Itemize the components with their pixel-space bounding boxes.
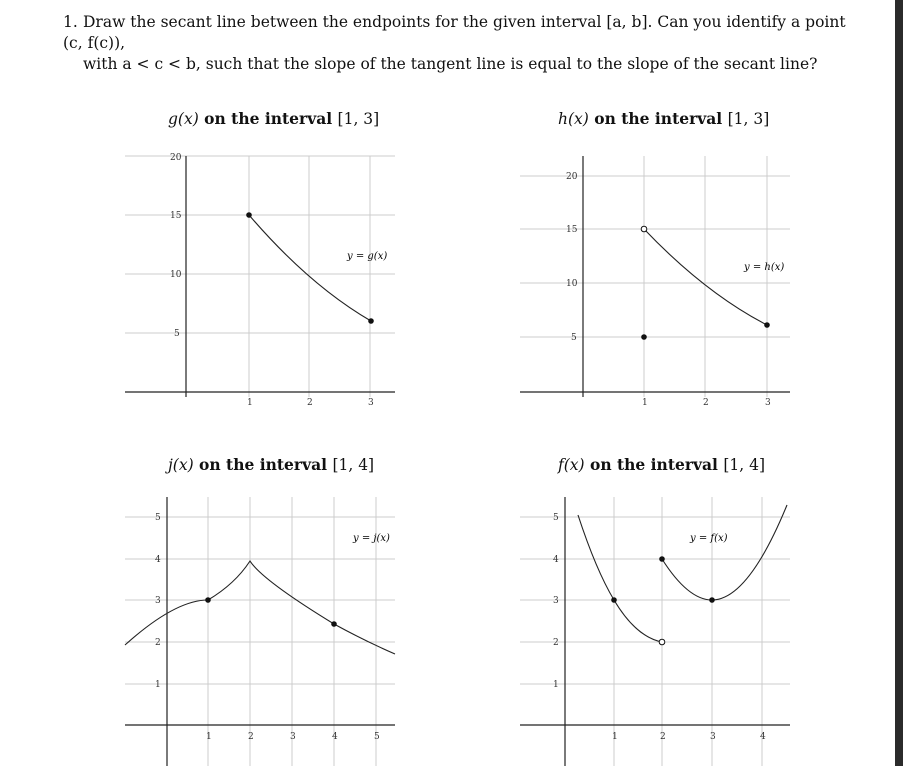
plot-h-xtick: 3 [765, 398, 771, 408]
plot-f-xtick: 2 [660, 732, 666, 742]
plot-g-label: y = g(x) [347, 251, 388, 262]
plot-j-xtick: 3 [290, 732, 296, 742]
plot-f-closed-point [709, 597, 715, 603]
plot-h-label: y = h(x) [744, 262, 785, 273]
plot-f-ytick: 3 [553, 596, 559, 606]
plot-f-xtick: 1 [612, 732, 618, 742]
problem-line-1: Draw the secant line between the endpoints for the given interval [a, b]. Can you identify a point (c, f(c)), [63, 13, 846, 52]
plot-f-ytick: 2 [553, 638, 559, 648]
plot-g-ytick: 5 [174, 329, 180, 339]
plot-f-curve-right [662, 505, 787, 600]
problem-line-2: with a < c < b, such that the slope of the tangent line is equal to the slope of the secant line? [83, 55, 818, 73]
plot-h-ytick: 15 [566, 225, 578, 235]
plot-f-ytick: 5 [553, 513, 559, 523]
plot-h-ytick: 20 [566, 172, 578, 182]
plot-f-label: y = f(x) [690, 533, 728, 544]
plot-j-xtick: 2 [248, 732, 254, 742]
plot-h-xtick: 1 [642, 398, 648, 408]
plot-j-xtick: 1 [206, 732, 212, 742]
plot-f-grid [520, 497, 790, 766]
plot-j-xtick: 5 [374, 732, 380, 742]
plot-h-ytick: 5 [571, 333, 577, 343]
plot-title-j: j(x) on the interval [1, 4] [168, 455, 375, 474]
plot-f-ytick: 4 [553, 555, 559, 565]
plot-f-curve-left [578, 515, 662, 642]
plot-j-ytick: 5 [155, 513, 161, 523]
plot-f-ytick: 1 [553, 680, 559, 690]
problem-number: 1. [63, 13, 78, 31]
plot-f-xtick: 4 [760, 732, 766, 742]
plot-title-g: g(x) on the interval [1, 3] [168, 109, 380, 128]
plot-f-open-point [659, 639, 665, 645]
plot-g-ytick: 20 [170, 153, 182, 163]
plot-j-ytick: 2 [155, 638, 161, 648]
plot-g-xtick: 1 [247, 398, 253, 408]
plot-h-xtick: 2 [703, 398, 709, 408]
plot-j-ytick: 1 [155, 680, 161, 690]
plot-f-xtick: 3 [710, 732, 716, 742]
plot-j-label: y = j(x) [353, 533, 390, 544]
plot-title-h: h(x) on the interval [1, 3] [558, 109, 770, 128]
plot-g-ytick: 15 [170, 211, 182, 221]
plot-g-xtick: 2 [307, 398, 313, 408]
plot-j-ytick: 4 [155, 555, 161, 565]
plot-g-xtick: 3 [368, 398, 374, 408]
plot-g-ytick: 10 [170, 270, 182, 280]
plot-title-f: f(x) on the interval [1, 4] [558, 455, 766, 474]
plot-j-xtick: 4 [332, 732, 338, 742]
plot-f-closed-point [611, 597, 617, 603]
plot-h-ytick: 10 [566, 279, 578, 289]
plot-f-closed-point [659, 556, 665, 562]
plot-j-ytick: 3 [155, 596, 161, 606]
